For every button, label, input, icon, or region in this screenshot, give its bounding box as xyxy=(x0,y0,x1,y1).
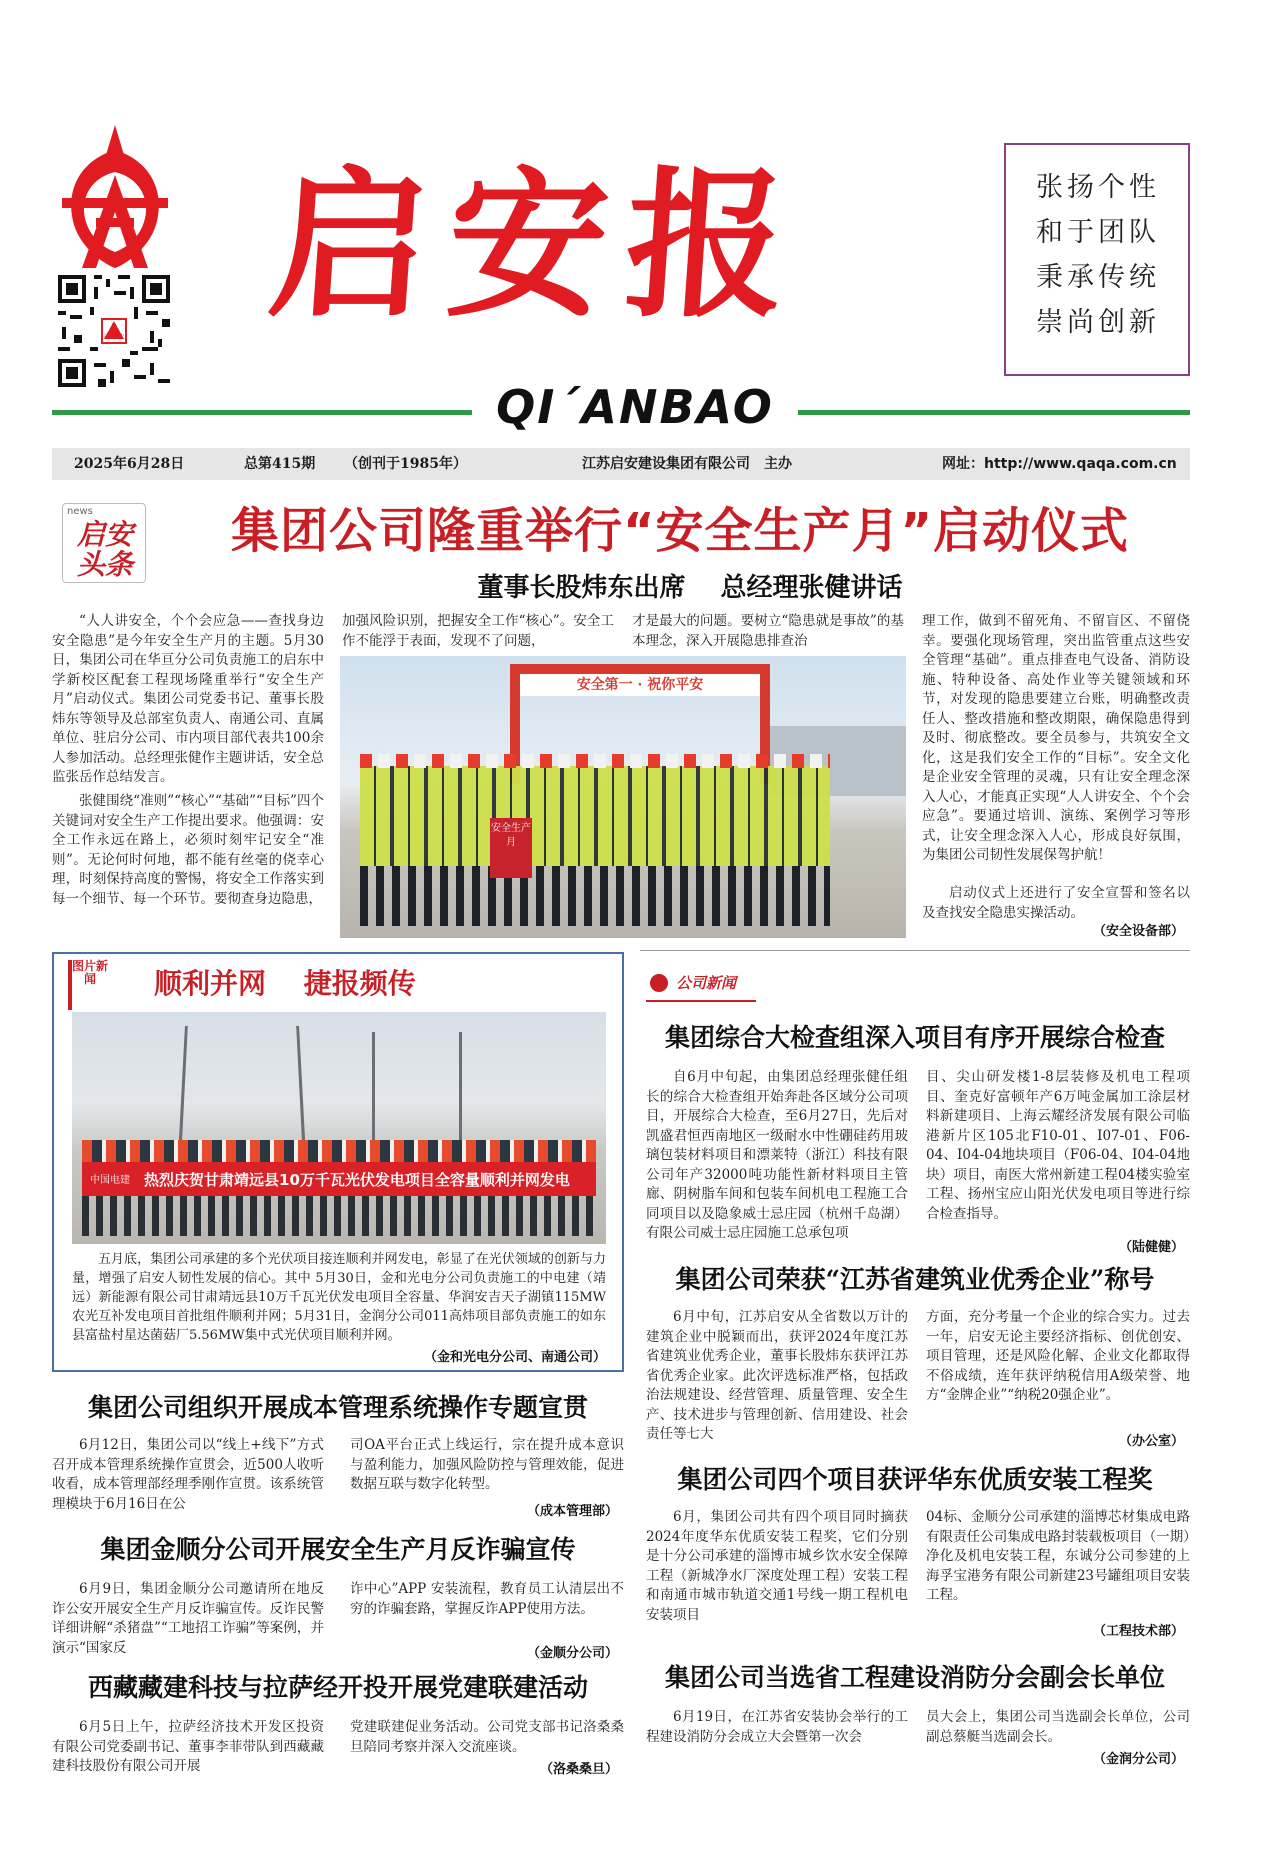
green-rule-right xyxy=(798,410,1190,415)
badge-text: 公司新闻 xyxy=(676,974,737,992)
article-col-2: 方面，充分考量一个企业的综合实力。过去一年，启安无论主要经济指标、创优创安、项目管理，还是风险化解、企业文化都取得不俗成绩，连年获评纳税信用A级荣誉、地方“金牌企业”“纳税20强企业”。 xyxy=(926,1309,1190,1403)
article-credit: （办公室） xyxy=(1118,1434,1184,1449)
article-col-1: 6月中旬，江苏启安从全省数以万计的建筑企业中脱颖而出，获评2024年度江苏省建筑业优秀企业，董事长股炜东获评江苏省优秀企业家。此次评选标准严格，包括政治法规建设、经营管理、质量管理、安全生产、技术进步与管理创新、信用建设、社会责任等七大 xyxy=(646,1309,908,1442)
article-credit: （洛桑桑旦） xyxy=(539,1762,618,1777)
founded-year: （创刊于1985年） xyxy=(344,456,467,472)
slogan-box xyxy=(1004,143,1190,376)
lead-credit: （安全设备部） xyxy=(1092,924,1184,939)
solar-photo xyxy=(72,1012,606,1244)
article-col-2: 司OA平台正式上线运行，宗在提升成本意识与盈利能力，加强风险防控与管理效能，促进数据互联与数字化转型。 xyxy=(350,1437,624,1492)
article-col-1: 6月，集团公司共有四个项目同时摘获2024年度华东优质安装工程奖，它们分别是十分公司承建的淄博市城乡饮水安全保障工程（新城净水厂深度处理工程）安装工程和南通市城市轨道交通1号线一期工程机电安装项目 xyxy=(646,1509,908,1623)
company-news-badge xyxy=(646,968,756,1002)
article-headline: 集团公司四个项目获评华东优质安装工程奖 xyxy=(677,1465,1153,1494)
info-bar xyxy=(52,448,1190,480)
issue-number: 总第415期 xyxy=(244,456,316,472)
slogan-line: 和于团队 xyxy=(1036,217,1160,248)
article-col-1: 6月12日，集团公司以“线上+线下”方式召开成本管理系统操作宣贯会，近500人收听收看，成本管理部经理季刚作宣贯。该系统管理模块于6月16日在公 xyxy=(52,1437,324,1512)
lead-headline: 集团公司隆重举行“安全生产月”启动仪式 xyxy=(230,503,1130,559)
solar-banner xyxy=(82,1162,596,1196)
article-headline: 集团公司荣获“江苏省建筑业优秀企业”称号 xyxy=(675,1265,1155,1294)
slogan-line: 崇尚创新 xyxy=(1036,307,1160,338)
lead-col-1: “人人讲安全，个个会应急——查找身边安全隐患”是今年安全生产月的主题。5月30日，集团公司在华亘分公司负责施工的启东中学新校区配套工程现场隆重举行“安全生产月”启动仪式。集团公司党委书记、董事长股炜东等领导及总部室负责人、南通公司、直属单位、驻启分公司、市内项目部代表共100余人参加活动。总经理张健作主题讲话，安全总监张岳作总结发言。 xyxy=(52,613,324,785)
lead-subhead: 董事长股炜东出席 总经理张健讲话 xyxy=(477,573,903,603)
photo-pylon xyxy=(179,1026,306,1144)
microphone-icon xyxy=(650,974,668,992)
company-logo xyxy=(56,120,174,270)
article-col-2: 党建联建促业务活动。公司党支部书记洛桑桑旦陪同考察并深入交流座谈。 xyxy=(350,1719,624,1755)
newspaper-title: 启安报 xyxy=(263,151,811,339)
solar-body: 五月底，集团公司承建的多个光伏项目接连顺利并网发电，彰显了在光伏领域的创新与力量，增强了启安人韧性发展的信心。其中 5月30日，金和光电分公司负责施工的中电建（靖远）新能源有限公司甘肃靖远县10万千瓦光伏发电项目全容量、华润安吉天子湖镇115MW农光互补发电项目首批组件顺利并网；5月31日，金润分公司011高炜项目部负责施工的如东县富盐村星达菌菇厂5.56MW集中式光伏项目顺利并网。 xyxy=(72,1252,606,1343)
headline-badge xyxy=(62,503,146,583)
photo-crowd xyxy=(360,766,830,866)
photo-sign: 安全生产月 xyxy=(490,818,532,878)
article-col-2: 员大会上，集团公司当选副会长单位，公司副总蔡艇当选副会长。 xyxy=(926,1709,1190,1745)
photo-legs xyxy=(360,866,830,926)
newspaper-pinyin: QI´ANBAO xyxy=(496,380,774,434)
lead-col-3: 才是最大的问题。要树立“隐患就是事故”的基本理念，深入开展隐患排查治 xyxy=(632,613,904,649)
masthead xyxy=(0,0,1280,440)
publisher: 江苏启安建设集团有限公司 主办 xyxy=(582,456,792,472)
solar-news-box xyxy=(52,952,624,1372)
solar-headline: 顺利并网 捷报频传 xyxy=(154,967,416,1000)
lead-photo xyxy=(340,656,906,938)
website-link[interactable]: 网址：http://www.qaqa.com.cn xyxy=(942,456,1177,472)
photo-gate-banner: 安全第一 · 祝你平安 xyxy=(520,674,760,696)
article-headline: 集团综合大检查组深入项目有序开展综合检查 xyxy=(664,1023,1165,1052)
banner-text: 热烈庆贺甘肃靖远县10万千瓦光伏发电项目全容量顺利并网发电 xyxy=(144,1171,570,1189)
qr-label: 江苏启安 xyxy=(103,334,124,340)
solar-credit: （金和光电分公司、南通公司） xyxy=(423,1350,606,1365)
slogan-line: 张扬个性 xyxy=(1036,172,1160,203)
article-col-2: 04标、金顺分公司承建的淄博芯材集成电路有限责任公司集成电路封装载板项目（一期）净化及机电安装工程，东诚分公司参建的上海孚宝港务有限公司新建23号罐组项目安装工程。 xyxy=(926,1509,1190,1603)
photo-legs xyxy=(82,1196,596,1236)
lead-col-4: 理工作，做到不留死角、不留盲区、不留侥幸。要强化现场管理，突出监管重点这些安全管理“基础”。重点排查电气设备、消防设施、特种设备、高处作业等关键领域和环节，对发现的隐患要建立台账，明确整改责任人、整改措施和整改期限，确保隐患得到及时、彻底整改。要全员参与，共筑安全文化，这是我们安全工作的“目标”。安全文化是企业安全管理的灵魂，只有让安全理念深入人心，才能真正实现“人人讲安全、个个会应急”。要通过培训、演练、案例学习等形式，让安全理念深入人心，形成良好氛围，为集团公司韧性发展保驾护航！ xyxy=(922,613,1190,863)
lead-col-4b: 启动仪式上还进行了安全宣誓和签名以及查找安全隐患实操活动。 xyxy=(922,885,1190,921)
green-rule-left xyxy=(52,410,472,415)
article-col-2: 诈中心”APP 安装流程，教育员工认清层出不穷的诈骗套路，掌握反诈APP使用方法。 xyxy=(350,1581,624,1617)
photo-helmets xyxy=(360,754,830,768)
lead-col-1b: 张健围绕“准则”“核心”“基础”“目标”四个关键词对安全生产工作提出要求。他强调：安全工作永远在路上，必须时刻牢记安全“准则”。无论何时何地，都不能有丝毫的侥幸心理，时刻保持高度的警惕，将安全工作落实到每一个细节、每一个环节。要彻查身边隐患， xyxy=(52,793,324,907)
article-headline: 集团公司当选省工程建设消防分会副会长单位 xyxy=(664,1663,1165,1692)
qr-code[interactable] xyxy=(58,275,170,387)
divider xyxy=(640,950,1190,951)
article-col-1: 自6月中旬起，由集团总经理张健任组长的综合大检查组开始奔赴各区域分公司项目，开展综合大检查，至6月27日，先后对凯盛君恒西南地区一级耐水中性硼硅药用玻璃包装材料项目和漂莱特（浙江）科技有限公司年产32000吨功能性新材料项目主管廊、阴树脂车间和包装车间机电工程施工合同项目以及隐象威士忌庄园（杭州千岛湖）有限公司威士忌庄园施工总承包项 xyxy=(646,1069,908,1241)
article-col-2: 目、尖山研发楼1-8层装修及机电工程项目、奎克好富顿年产6万吨金属加工涂层材料新建项目、上海云耀经济发展有限公司临港新片区105北F10-01、I07-01、F06-04、I04-04地块项目（F06-04、I04-04地块）项目，南医大常州新建工程04楼实验室工程、扬州宝应山阳光伏发电项目等进行综合检查指导。 xyxy=(926,1069,1190,1222)
banner-logo: 中国电建 xyxy=(90,1175,130,1186)
badge-text: 启安头条 xyxy=(76,518,133,581)
article-headline: 集团公司组织开展成本管理系统操作专题宣贯 xyxy=(87,1393,588,1422)
solar-badge: 图片新闻 xyxy=(68,960,108,1010)
article-credit: （成本管理部） xyxy=(526,1504,618,1519)
slogan-line: 秉承传统 xyxy=(1036,262,1160,293)
article-col-1: 6月5日上午，拉萨经济技术开发区投资有限公司党委副书记、董事李菲带队到西藏藏建科技股份有限公司开展 xyxy=(52,1719,324,1774)
issue-date: 2025年6月28日 xyxy=(74,456,185,472)
article-credit: （金顺分公司） xyxy=(526,1646,618,1661)
badge-news: news xyxy=(67,506,93,517)
article-col-1: 6月19日，在江苏省安装协会举行的工程建设消防分会成立大会暨第一次会 xyxy=(646,1709,908,1745)
photo-pylon xyxy=(372,1032,462,1142)
lead-col-2: 加强风险识别，把握安全工作“核心”。安全工作不能浮于表面，发现不了问题， xyxy=(342,613,614,649)
article-headline: 西藏藏建科技与拉萨经开投开展党建联建活动 xyxy=(87,1673,588,1702)
article-headline: 集团金顺分公司开展安全生产月反诈骗宣传 xyxy=(100,1535,576,1564)
article-credit: （陆健健） xyxy=(1118,1240,1184,1255)
article-col-1: 6月9日，集团金顺分公司邀请所在地反诈公安开展安全生产月反诈骗宣传。反诈民警详细讲解“杀猪盘”“工地招工诈骗”等案例，并演示“国家反 xyxy=(52,1581,324,1656)
article-credit: （工程技术部） xyxy=(1092,1624,1184,1639)
article-credit: （金润分公司） xyxy=(1092,1752,1184,1767)
